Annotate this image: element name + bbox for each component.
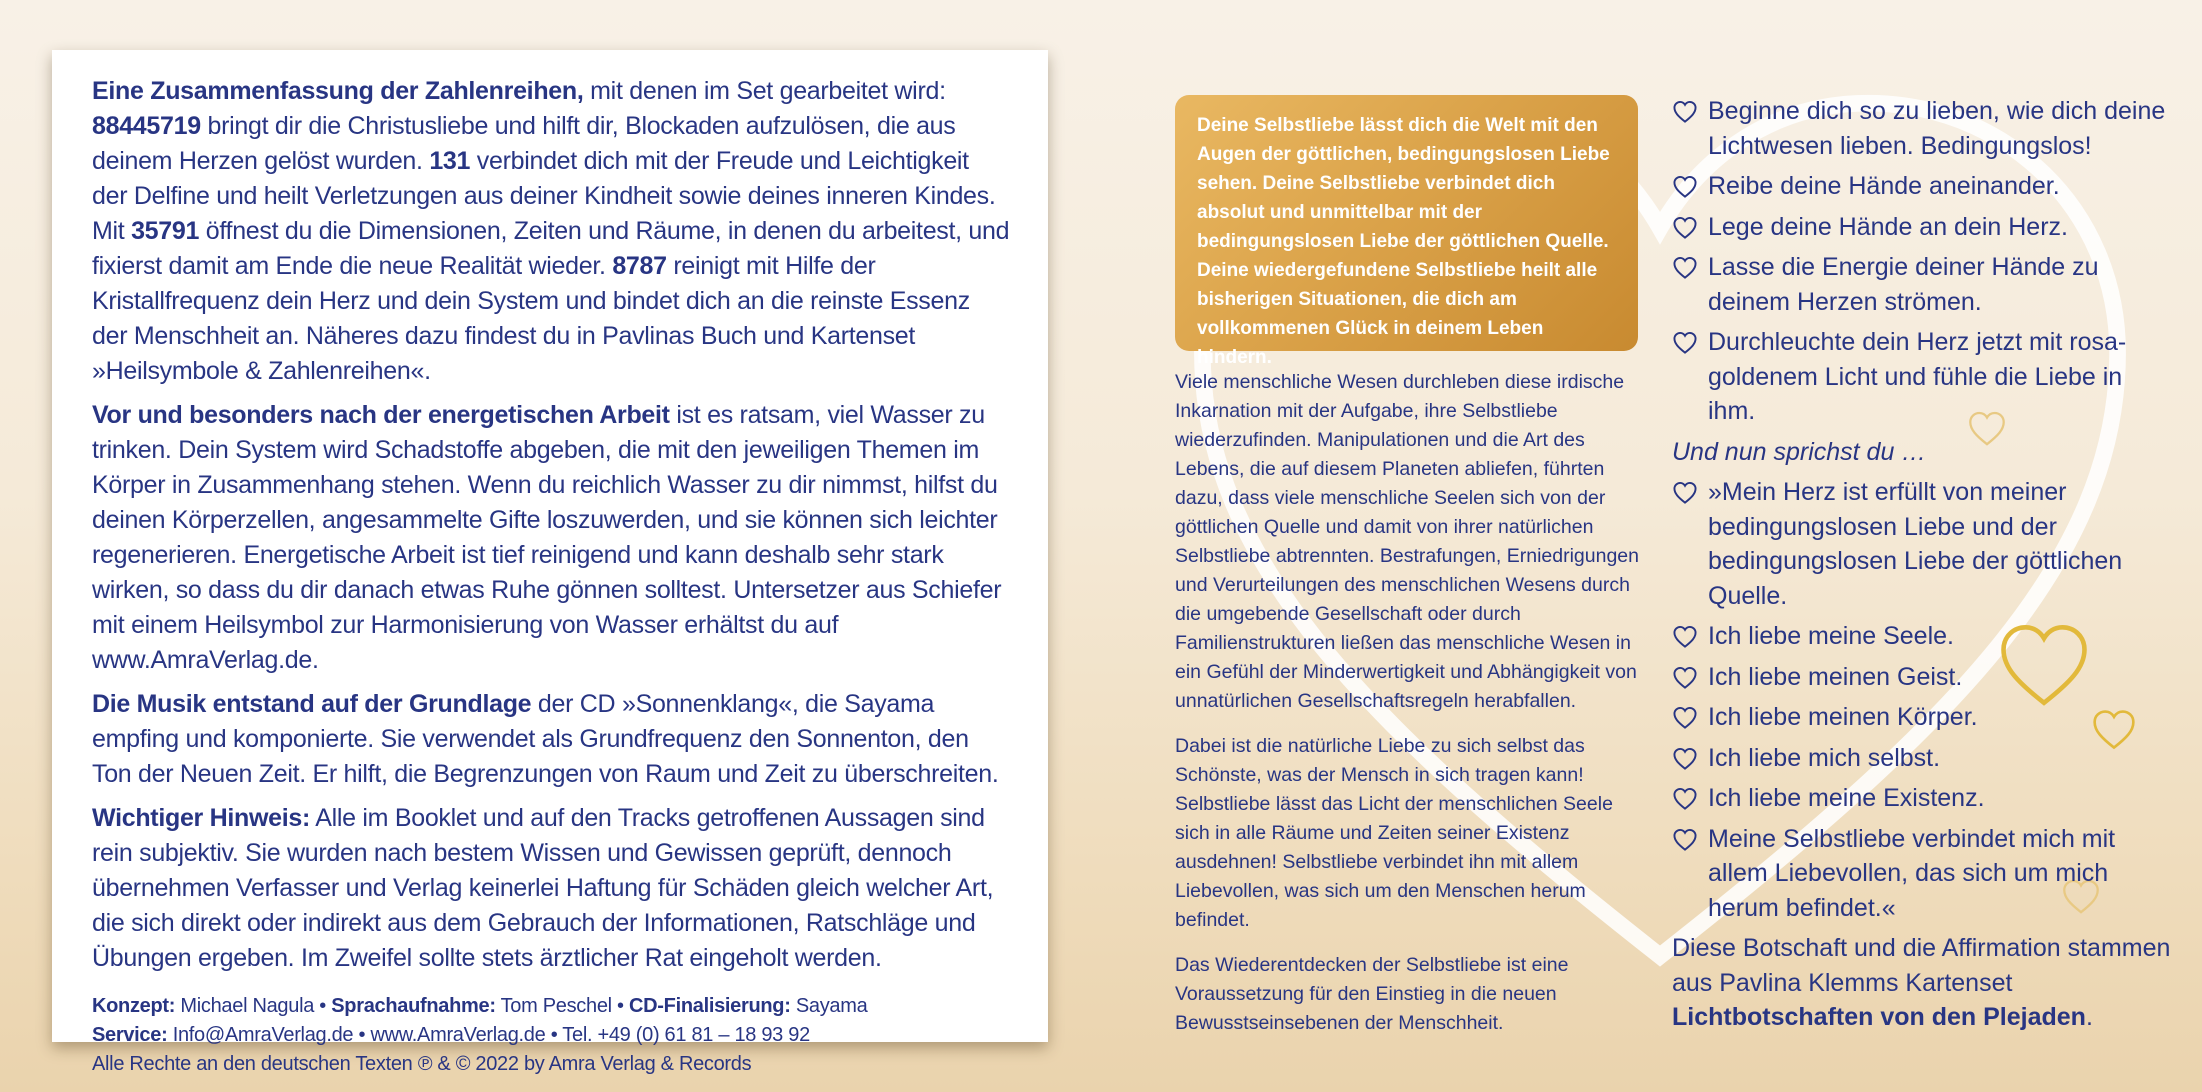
heart-outline-icon xyxy=(1672,481,1698,505)
affirmation-item: Ich liebe meine Seele. xyxy=(1672,619,2172,654)
middle-paragraph-2: Dabei ist die natürliche Liebe zu sich selbst das Schönste, was der Mensch in sich tragen kann! Selbstliebe lässt das Licht der menschlichen Seele sich in alle Räume und Zeiten seiner Existenz ausdehnen! Selbstliebe verbindet ihn mit allem Liebevollen, was sich um den Menschen herum befindet. xyxy=(1175,735,1613,931)
heart-outline-icon xyxy=(1672,828,1698,852)
affirmation-item: Ich liebe meine Existenz. xyxy=(1672,781,2172,816)
heart-outline-icon xyxy=(1672,666,1698,690)
paragraph-number-sequences: Eine Zusammenfassung der Zahlenreihen, mit denen im Set gearbeitet wird: 88445719 bringt dir die Christusliebe und hilft dir, Blockaden aufzulösen, die aus deinem Herzen gelöst wurden. 131 verbindet dich mit der Freude und Leichtigkeit der Delfine und heilt Verletzungen aus deiner Kindheit sowie deines inneren Kindes. Mit 35791 öffnest du die Dimensionen, Zeiten und Räume, in denen du arbeitest, und fixierst damit am Ende die neue Realität wieder. 8787 reinigt mit Hilfe der Kristallfrequenz dein Herz und dein System und bindet dich an die reinste Essenz der Menschheit an. Näheres dazu findest du in Pavlinas Buch und Kartenset »Heilsymbole & Zahlenreihen«. xyxy=(92,77,1010,385)
card-set-title: Lichtbotschaften von den Plejaden xyxy=(1672,1003,2086,1031)
affirmation-item: Meine Selbstliebe verbindet mich mit allem Liebevollen, das sich um mich herum befindet.« xyxy=(1672,822,2172,926)
affirmation-item: »Mein Herz ist erfüllt von meiner bedingungslosen Liebe und der bedingungslosen Liebe der göttlichen Quelle. xyxy=(1672,475,2172,613)
middle-text-block xyxy=(1175,368,1645,1054)
affirmation-item: Ich liebe meinen Geist. xyxy=(1672,660,2172,695)
gold-box-text: Deine Selbstliebe lässt dich die Welt mit den Augen der göttlichen, bedingungslosen Liebe sehen. Deine Selbstliebe verbindet dich absolut und unmittelbar mit der bedingungslosen Liebe der göttlichen Quelle. Deine wiedergefundene Selbstliebe heilt alle bisherigen Situationen, die dich am vollkommenen Glück in deinem Leben hindern. xyxy=(1197,115,1610,368)
paragraph-water: Vor und besonders nach der energetischen Arbeit ist es ratsam, viel Wasser zu trinken. Dein System wird Schadstoffe abgeben, die mit den jeweiligen Themen im Körper in Zusammenhang stehen. Wenn du reichlich Wasser zu dir nimmst, hilfst du deinen Körperzellen, angesammelte Gifte loszuwerden, und sie können sich leichter regenerieren. Energetische Arbeit ist tief reinigend und kann deshalb sehr stark wirken, so dass du dir danach etwas Ruhe gönnen solltest. Untersetzer aus Schiefer mit einem Heilsymbol zur Harmonisierung von Wasser erhältst du auf www.AmraVerlag.de. xyxy=(92,401,1002,674)
heart-outline-icon xyxy=(1672,787,1698,811)
left-text-block xyxy=(92,74,1010,1079)
heart-outline-icon xyxy=(1672,747,1698,771)
step-item: Lege deine Hände an dein Herz. xyxy=(1672,210,2172,245)
paragraph-disclaimer: Wichtiger Hinweis: Alle im Booklet und auf den Tracks getroffenen Aussagen sind rein subjektiv. Sie wurden nach bestem Wissen und Gewissen geprüft, dennoch übernehmen Verfasser und Verlag keinerlei Haftung für Schäden gleich welcher Art, die sich direkt oder indirekt aus dem Gebrauch der Informationen, Ratschläge und Übungen ergeben. Im Zweifel sollte stets ärztlicher Rat eingeholt werden. xyxy=(92,804,994,972)
gold-message-box xyxy=(1175,95,1638,368)
heart-outline-icon xyxy=(1672,625,1698,649)
left-booklet-panel xyxy=(52,50,1048,1075)
steps-list xyxy=(1672,94,2172,429)
credits xyxy=(92,992,1010,1079)
middle-paragraph-3: Das Wiederentdecken der Selbstliebe ist eine Voraussetzung für den Einstieg in die neuen Bewusstseinsebenen der Menschheit. xyxy=(1175,954,1569,1034)
affirmations-list xyxy=(1672,475,2172,925)
heart-outline-icon xyxy=(1672,706,1698,730)
affirmation-item: Ich liebe meinen Körper. xyxy=(1672,700,2172,735)
heart-outline-icon xyxy=(1672,175,1698,199)
paragraph-music: Die Musik entstand auf der Grundlage der CD »Sonnenklang«, die Sayama empfing und komponierte. Sie verwendet als Grundfrequenz den Sonnenton, den Ton der Neuen Zeit. Er hilft, die Begrenzungen von Raum und Zeit zu überschreiten. xyxy=(92,690,999,788)
credits-line-1: Konzept: Michael Nagula • Sprachaufnahme: Tom Peschel • CD-Finalisierung: Sayama xyxy=(92,995,868,1017)
credits-rights: Alle Rechte an den deutschen Texten ℗ & © 2022 by Amra Verlag & Records xyxy=(92,1053,752,1075)
heart-outline-icon xyxy=(1672,256,1698,280)
step-item: Reibe deine Hände aneinander. xyxy=(1672,169,2172,204)
affirmation-item: Ich liebe mich selbst. xyxy=(1672,741,2172,776)
step-item: Durchleuchte dein Herz jetzt mit rosa-goldenem Licht und fühle die Liebe in ihm. xyxy=(1672,325,2172,429)
step-item: Lasse die Energie deiner Hände zu deinem Herzen strömen. xyxy=(1672,250,2172,319)
heart-outline-icon xyxy=(1672,100,1698,124)
heart-outline-icon xyxy=(1672,216,1698,240)
closing-note: Diese Botschaft und die Affirmation stammen aus Pavlina Klemms Kartenset Lichtbotschaften von den Plejaden. xyxy=(1672,934,2171,1031)
heart-outline-icon xyxy=(1672,331,1698,355)
affirmation-intro: Und nun sprichst du … xyxy=(1672,437,1927,466)
step-item: Beginne dich so zu lieben, wie dich deine Lichtwesen lieben. Bedingungslos! xyxy=(1672,94,2172,163)
middle-paragraph-1: Viele menschliche Wesen durchleben diese irdische Inkarnation mit der Aufgabe, ihre Selbstliebe wiederzufinden. Manipulationen und die Art des Lebens, die auf diesem Planeten abliefen, führten dazu, dass viele menschliche Seelen sich von der göttlichen Quelle und damit von ihrer natürlichen Selbstliebe abtrennten. Bestrafungen, Erniedrigungen und Verurteilungen des menschlichen Wesens durch die umgebende Gesellschaft oder durch Familienstrukturen ließen das menschliche Wesen in ein Gefühl der Minderwertigkeit und Abhängigkeit von unnatürlichen Gesellschaftsregeln herabfallen. xyxy=(1175,371,1639,712)
right-affirmation-column xyxy=(1672,94,2172,1035)
credits-line-service: Service: Info@AmraVerlag.de • www.AmraVerlag.de • Tel. +49 (0) 61 81 – 18 93 92 xyxy=(92,1024,810,1046)
